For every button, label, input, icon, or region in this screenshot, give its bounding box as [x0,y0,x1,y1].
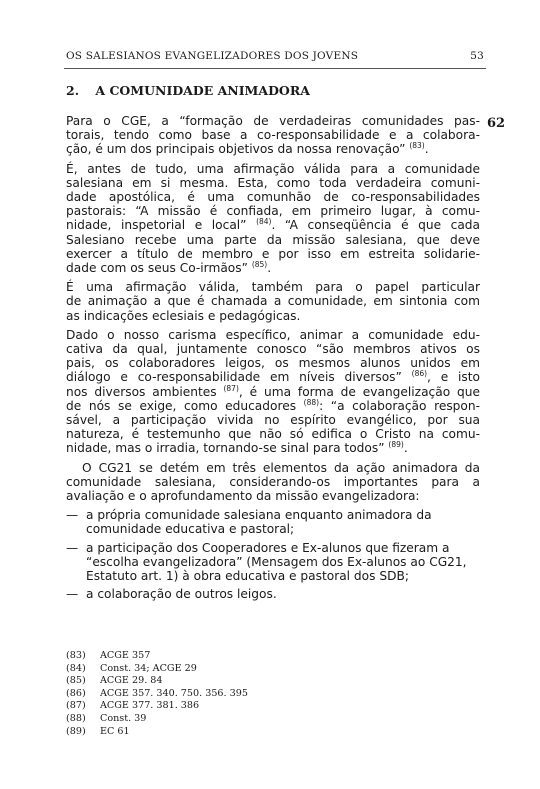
running-header [66,50,484,62]
page-number: 53 [470,50,484,62]
footnote-ref: (86) [411,369,428,379]
margin-number: 62 [487,116,506,131]
paragraph-4: Dado o nosso carisma específico, animar a comunidade edu- cativa da qual, juntamente conosco “são membros ativos os pais, os colaboradores leigos, os mesmos alunos unidos em diálogo e co-responsabilidade em níveis diversos” $^{(86)}$, e isto nos diversos ambientes $^{(87)}$, é uma forma de evangelização que de nós se exige, como educadores $^{(88)}$: “a colaboração respon- sável, a participação vivida no espírito evangélico, por sua natureza, é testemunho que não só edifica o Cristo na comu- nidade, mas o irradia, tornando-se sinal para todos” $^{(89)}$. [66,327,481,456]
header-rule [64,68,486,69]
footnote: (85) ACGE 29. 84 [66,675,163,687]
paragraph-3: É uma afirmação válida, também para o papel particular de animação a que é chamada a comunidade, em sintonia com as indicações eclesiais e pedagógicas. [66,280,480,323]
running-title: OS SALESIANOS EVANGELIZADORES DOS JOVENS [66,50,359,62]
footnote-ref: (84) [256,217,272,227]
dash-marker: — [66,508,79,523]
list-item: — a colaboração de outros leigos. [66,587,277,602]
footnote-ref: (89) [388,440,404,450]
bullet-list [66,508,480,601]
footnotes [66,650,248,738]
section-number: 2. [66,83,80,98]
footnote: (83) ACGE 357 [66,650,151,661]
dash-marker: — [66,587,79,602]
body-text [66,114,480,606]
footnote-ref: (85) [251,259,268,269]
footnote: (89) EC 61 [66,725,130,737]
section-title: A COMUNIDADE ANIMADORA [95,83,310,98]
paragraph-1: Para o CGE, a “formação de verdadeiras comunidades pas- torais, tendo como base a co-responsabilidade e a colabora- ção, é um dos principais objetivos da nossa renovação” $^{(83)}$. [66,114,480,157]
dash-marker: — [66,540,79,555]
paragraph-2: É, antes de tudo, uma afirmação válida para a comunidade salesiana em si mesma. Esta, como toda verdadeira comuni- dade apostólica, é uma comunhão de co-responsabilidades pastorais: “A missão é confiada, em primeiro lugar, à comu- nidade, inspetorial e local” $^{(84)}$. “A conseqüência é que cada Salesiano recebe uma parte da missão salesiana, que deve exercer a título de membro e por isso em estreita solidarie- dade com os seus Co-irmãos” $^{(85)}$. [66,161,481,276]
list-item: — a participação dos Cooperadores e Ex-alunos que fizeram a “escolha evangelizadora” (Mensagem dos Ex-alunos ao CG21, Estatuto art. 1) à obra educativa e pastoral dos SDB; [66,540,467,584]
footnote-ref: (83) [409,141,425,151]
footnote: (84) Const. 34; ACGE 29 [66,662,197,674]
footnote: (88) Const. 39 [66,712,147,724]
section-heading [66,83,310,98]
paragraph-5: O CG21 se detém em três elementos da ação animadora da comunidade salesiana, considerando-os importantes para a avaliação e o aprofundamento da missão evangelizadora: [66,460,480,504]
footnote-ref: (88) [303,397,320,407]
footnote: (86) ACGE 357. 340. 750. 356. 395 [66,687,248,699]
list-item: — a própria comunidade salesiana enquanto animadora da comunidade educativa e pastoral; [66,508,432,537]
footnote-ref: (87) [223,383,239,393]
footnote: (87) ACGE 377. 381. 386 [66,700,200,712]
